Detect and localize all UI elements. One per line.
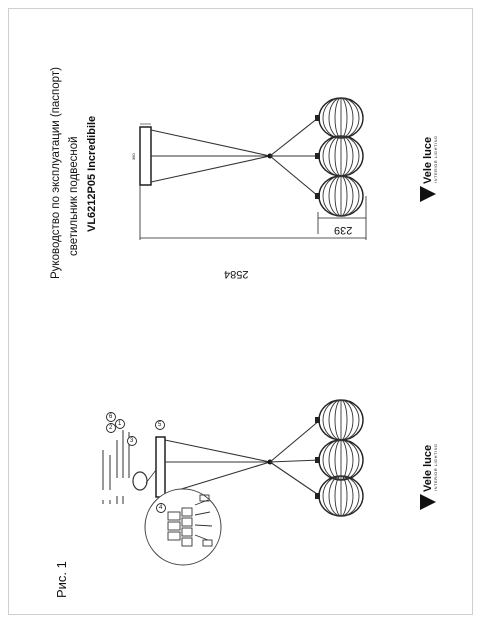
lamp-shade [315, 440, 363, 480]
callout-5: 5 [158, 422, 162, 428]
brand-tagline-bottom: INTERIOR LIGHTING [433, 443, 438, 491]
brand-tagline-top: INTERIOR LIGHTING [433, 135, 438, 183]
lamp-shade [315, 136, 363, 176]
suspension-cable [151, 156, 270, 182]
lamp-shade [315, 400, 363, 440]
logo-mark-bottom [420, 494, 436, 510]
callout-2: 2 [109, 425, 113, 431]
brand-logo-top: Vele luce [422, 136, 434, 184]
model-name: VL6212P05 Incredibile [86, 115, 98, 232]
lamp-shade [315, 176, 363, 216]
suspension-cable [151, 130, 270, 156]
mounting-hardware [103, 430, 129, 504]
total-length-label: 2584 [224, 268, 249, 280]
bottom-drawing [103, 400, 363, 565]
arm [270, 118, 318, 156]
detail-magnifier [145, 489, 221, 565]
shade-diameter-label: 239 [334, 224, 353, 236]
ceiling-canopy [140, 127, 151, 185]
figure-label: Рис. 1 [54, 561, 69, 598]
document-title-line1: Руководство по эксплуатации (паспорт) [50, 67, 62, 279]
bracket-detail [133, 472, 147, 490]
ceiling-canopy [156, 437, 165, 497]
logo-mark-top [420, 186, 436, 202]
top-drawing [140, 98, 366, 240]
brand-logo-bottom: Vele luce [422, 444, 434, 492]
callout-6: 6 [109, 414, 113, 420]
lamp-shade [315, 98, 363, 138]
callout-4: 4 [159, 505, 163, 511]
document-title-line2: светильник подвесной [68, 136, 80, 256]
arm [270, 156, 318, 196]
callout-3: 3 [130, 438, 134, 444]
lamp-shade [315, 476, 363, 516]
callout-1: 1 [118, 421, 122, 427]
canopy-length-label: 380 [131, 153, 136, 160]
